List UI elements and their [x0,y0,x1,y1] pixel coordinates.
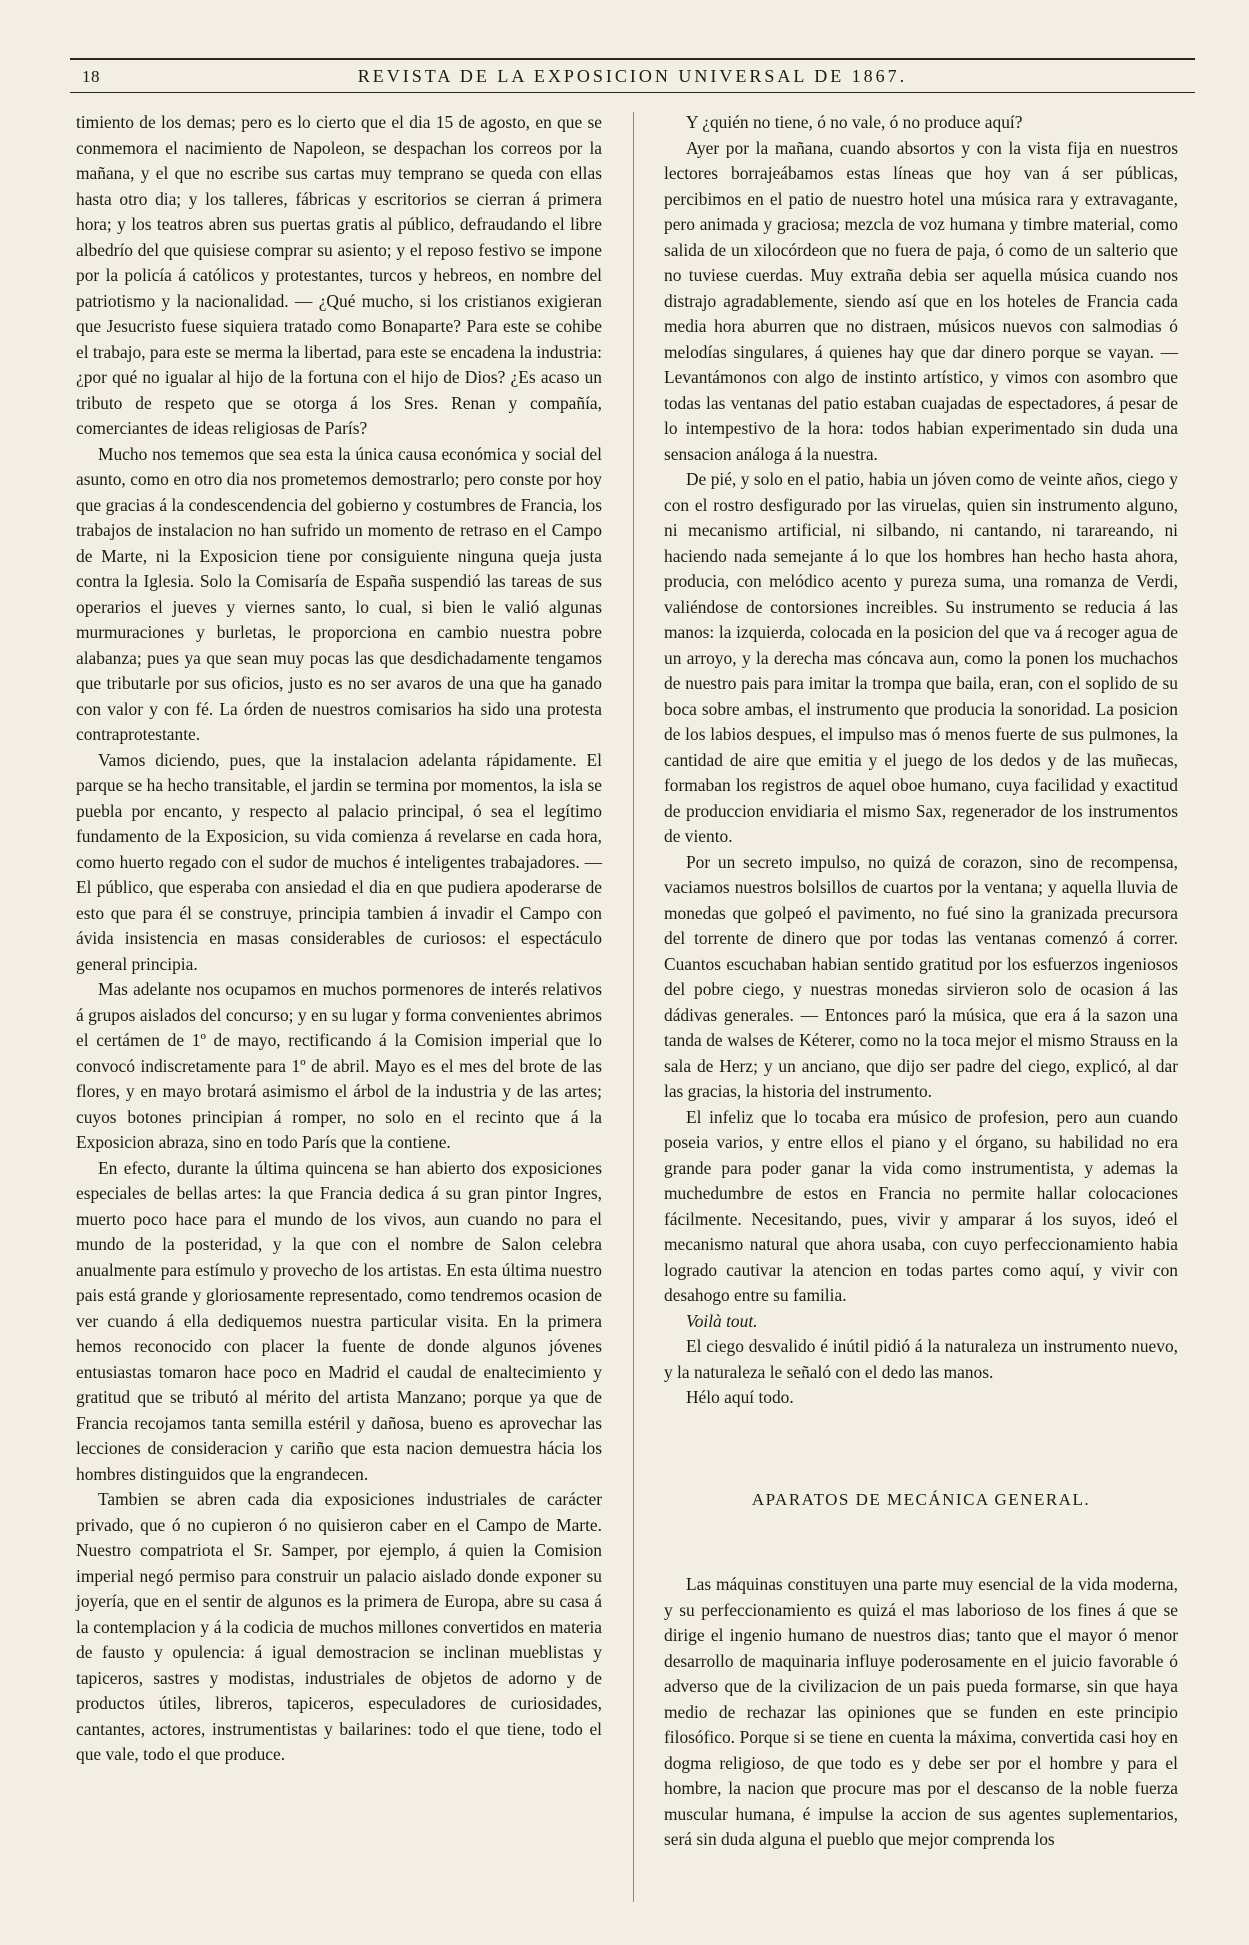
section-title: APARATOS DE MECÁNICA GENERAL. [751,1489,1091,1509]
page-header [70,58,1195,98]
paragraph: Hélo aquí todo. [686,1387,794,1407]
paragraph: El ciego desvalido é inútil pidió á la naturaleza un instrumento nuevo, y la naturaleza le señaló con el dedo las manos. [664,1336,1178,1382]
paragraph: Ayer por la mañana, cuando absortos y con la vista fija en nuestros lectores borrajeábamos estas líneas que hoy van á ser públicas, percibimos en el patio de nuestro hotel una música rara y extravagante, pero animada y graciosa; mezcla de voz humana y timbre material, como salida de un xilocórdeon que no fuera de paja, ó como de un salterio que no tuviese cuerdas. Muy extraña debia ser aquella música cuando nos distrajo agradablemente, siendo así que en los hoteles de Francia cada media hora aburren que no distraen, músicos nuevos con salmodias ó melodías singulares, á quienes hay que dar dinero porque se vayan. — Levantámonos con algo de instinto artístico, y vimos con asombro que todas las ventanas del patio estaban cuajadas de espectadores, á pesar de lo intempestivo de la hora: todos habian experimentado sin duda una sensacion análoga á la nuestra. [664,137,1178,464]
paragraph: Mucho nos tememos que sea esta la única causa económica y social del asunto, como en otro dia nos prometemos demostrarlo; pero conste por hoy que gracias á la condescendencia del gobierno y costumbres de Francia, los trabajos de instalacion no han sufrido un momento de retraso en el Campo de Marte, ni la Exposicion tiene por consiguiente ninguna queja justa contra la Iglesia. Solo la Comisaría de España suspendió las tareas de sus operarios el jueves y viernes santo, lo cual, si bien le valió algunas murmuraciones y burletas, le proporciona en cambio nuestra pobre alabanza; pues ya que sean muy pocas las que desdichadamente tengamos que tributarle por sus oficios, justo es no ser avaros de una que ha ganado con valor y con fé. La órden de nuestros comisarios ha sido una protesta contraprotestante. [76,443,602,744]
paragraph: Mas adelante nos ocupamos en muchos pormenores de interés relativos á grupos aislados del concurso; y en su lugar y forma convenientes abrimos el certámen de 1º de mayo, rectificando á la Comision imperial que lo convocó indiscretamente para 1º de abril. Mayo es el mes del brote de las flores, y en mayo brotará asimismo el árbol de la industria y de las artes; cuyos botones principian á romper, no solo en el recinto que á la Exposicion abraza, sino en todo París que la contiene. [76,979,602,1152]
paragraph: En efecto, durante la última quincena se han abierto dos exposiciones especiales de bellas artes: la que Francia dedica á su gran pintor Ingres, muerto poco hace para el mundo de los vivos, aun cuando no para el mundo de la posteridad, y la que con el nombre de Salon celebra anualmente para estímulo y provecho de los artistas. En esta última nuestro pais está grande y gloriosamente representado, como tendremos ocasion de ver cuando á ella dediquemos nuestra particular visita. En la primera hemos reconocido con placer la fuente de donde algunos jóvenes entusiastas tomaron hace poco en Madrid el caudal de enaltecimiento y gratitud que se tributó al mérito del artista Manzano; porque ya que de Francia recojamos tanta semilla estéril y dañosa, bueno es aprovechar las lecciones de consideracion y cariño que esta nacion demuestra hácia los hombres distinguidos que la engrandecen. [76,1157,602,1484]
paragraph: Tambien se abren cada dia exposiciones industriales de carácter privado, que ó no cupieron ó no quisieron caber en el Campo de Marte. Nuestro compatriota el Sr. Samper, por ejemplo, á quien la Comision imperial negó permiso para construir un palacio aislado donde exponer su joyería, que en el sentir de algunos es la primera de Europa, abre su casa á la contemplacion y á la codicia de muchos millones convertidos en materia de fausto y opulencia: á igual demostracion se inclinan mueblistas y tapiceros, sastres y modistas, industriales de objetos de adorno y de productos útiles, libreros, tapiceros, especuladores de curiosidades, cantantes, actores, instrumentistas y bailarines: todo el que tiene, todo el que vale, todo el que produce. [76,1489,602,1764]
quote-line: Voilà tout. [686,1310,758,1331]
running-title: REVISTA DE LA EXPOSICION UNIVERSAL DE 1867. [357,66,908,86]
paragraph: Y ¿quién no tiene, ó no vale, ó no produce aquí? [686,112,1023,132]
header-rule-top [70,58,1195,60]
page-number: 18 [82,67,100,86]
left-column [76,110,602,1768]
right-column [664,110,1178,1853]
header-rule-bottom [70,92,1195,93]
paragraph: El infeliz que lo tocaba era músico de profesion, pero aun cuando poseia varios, y entre ellos el piano y el órgano, su habilidad no era grande para poder ganar la vida como instrumentista, y ademas la muchedumbre de estos en Francia no permite hallar colocaciones fácilmente. Necesitando, pues, vivir y amparar á los suyos, ideó el mecanismo natural que ahora usaba, con cuyo perfeccionamiento habia logrado cautivar la atencion en todas partes como aquí, y vivir con desahogo entre su familia. [664,1106,1178,1305]
paragraph: Por un secreto impulso, no quizá de corazon, sino de recompensa, vaciamos nuestros bolsillos de cuartos por la ventana; y aquella lluvia de monedas que golpeó el pavimento, no fué sino la granizada precursora del torrente de dinero que por todas las ventanas comenzó á correr. Cuantos escuchaban habian sentido gratitud por los esfuerzos ingeniosos del pobre ciego, y nuestras monedas sirvieron solo de ocasion á las dádivas generales. — Entonces paró la música, que era á la sazon una tanda de walses de Kéterer, como no la toca mejor el mismo Strauss en la sala de Herz; y un anciano, que dijo ser padre del ciego, explicó, al dar las gracias, la historia del instrumento. [664,851,1178,1101]
paragraph: De pié, y solo en el patio, habia un jóven como de veinte años, ciego y con el rostro desfigurado por las viruelas, quien sin instrumento alguno, ni mecanismo artificial, ni silbando, ni cantando, ni tarareando, ni haciendo nada semejante á lo que los hombres han hecho hasta ahora, producia, con melódico acento y pureza suma, una romanza de Verdi, valiéndose de contorsiones increibles. Su instrumento se reducia á las manos: la izquierda, colocada en la posicion del que va á recoger agua de un arroyo, y la derecha mas cóncava aun, como la ponen los muchachos de nuestro pais para imitar la trompa que baila, eran, con el soplido de su boca sobre ambas, el instrumento que producia la sonoridad. La posicion de los labios despues, el impulso mas ó menos fuerte de sus pulmones, la cantidad de aire que emitia y el juego de los dedos y de las muñecas, formaban los registros de aquel oboe humano, cuya facilidad y exactitud de produccion envidiaria el mismo Sax, regenerador de los instrumentos de viento. [664,469,1178,846]
paragraph: Vamos diciendo, pues, que la instalacion adelanta rápidamente. El parque se ha hecho transitable, el jardin se termina por momentos, la isla se puebla por encanto, y respecto al palacio principal, ó sea el legítimo fundamento de la Exposicion, su vida comienza á revelarse en cada hora, como huerto regado con el sudor de muchos é inteligentes trabajadores. — El público, que esperaba con ansiedad el dia en que pudiera apoderarse de esto que para él se construye, principia tambien á invadir el Campo con ávida insistencia en masas considerables de curiosos: el espectáculo general principia. [76,749,602,974]
paragraph: Las máquinas constituyen una parte muy esencial de la vida moderna, y su perfeccionamiento es quizá el mas laborioso de los fines á que se dirige el ingenio humano de nuestros dias; tanto que el mayor ó menor desarrollo de maquinaria influye poderosamente en el juicio favorable ó adverso que de la civilizacion de un pais pueda formarse, sin que haya medio de rechazar las opiniones que se funden en este principio filosófico. Porque si se tiene en cuenta la máxima, convertida casi hoy en dogma religioso, de que todo es y debe ser por el hombre y para el hombre, la nacion que procure mas por el descanso de la noble fuerza muscular humana, é impulse la accion de sus agentes suplementarios, será sin duda alguna el pueblo que mejor comprenda los [664,1574,1178,1849]
column-divider [633,112,634,1902]
paragraph: timiento de los demas; pero es lo cierto que el dia 15 de agosto, en que se conmemora el nacimiento de Napoleon, se despachan los correos por la mañana, y el que no escribe sus cartas muy temprano se queda con ellas hasta otro dia; y los talleres, fábricas y escritorios se cierran á primera hora; y los teatros abren sus puertas gratis al público, defraudando el libre albedrío del que quisiese comprar su asiento; y el reposo festivo se impone por la policía á católicos y protestantes, turcos y hebreos, en nombre del patriotismo y la nacionalidad. — ¿Qué mucho, si los cristianos exigieran que Jesucristo fuese siquiera tratado como Bonaparte? Para este se cohibe el trabajo, para este se merma la libertad, para este se encadena la industria: ¿por qué no igualar al hijo de la fortuna con el hijo de Dios? ¿Es acaso un tributo de respeto que se otorga á los Sres. Renan y compañía, comerciantes de ideas religiosas de París? [76,112,602,438]
